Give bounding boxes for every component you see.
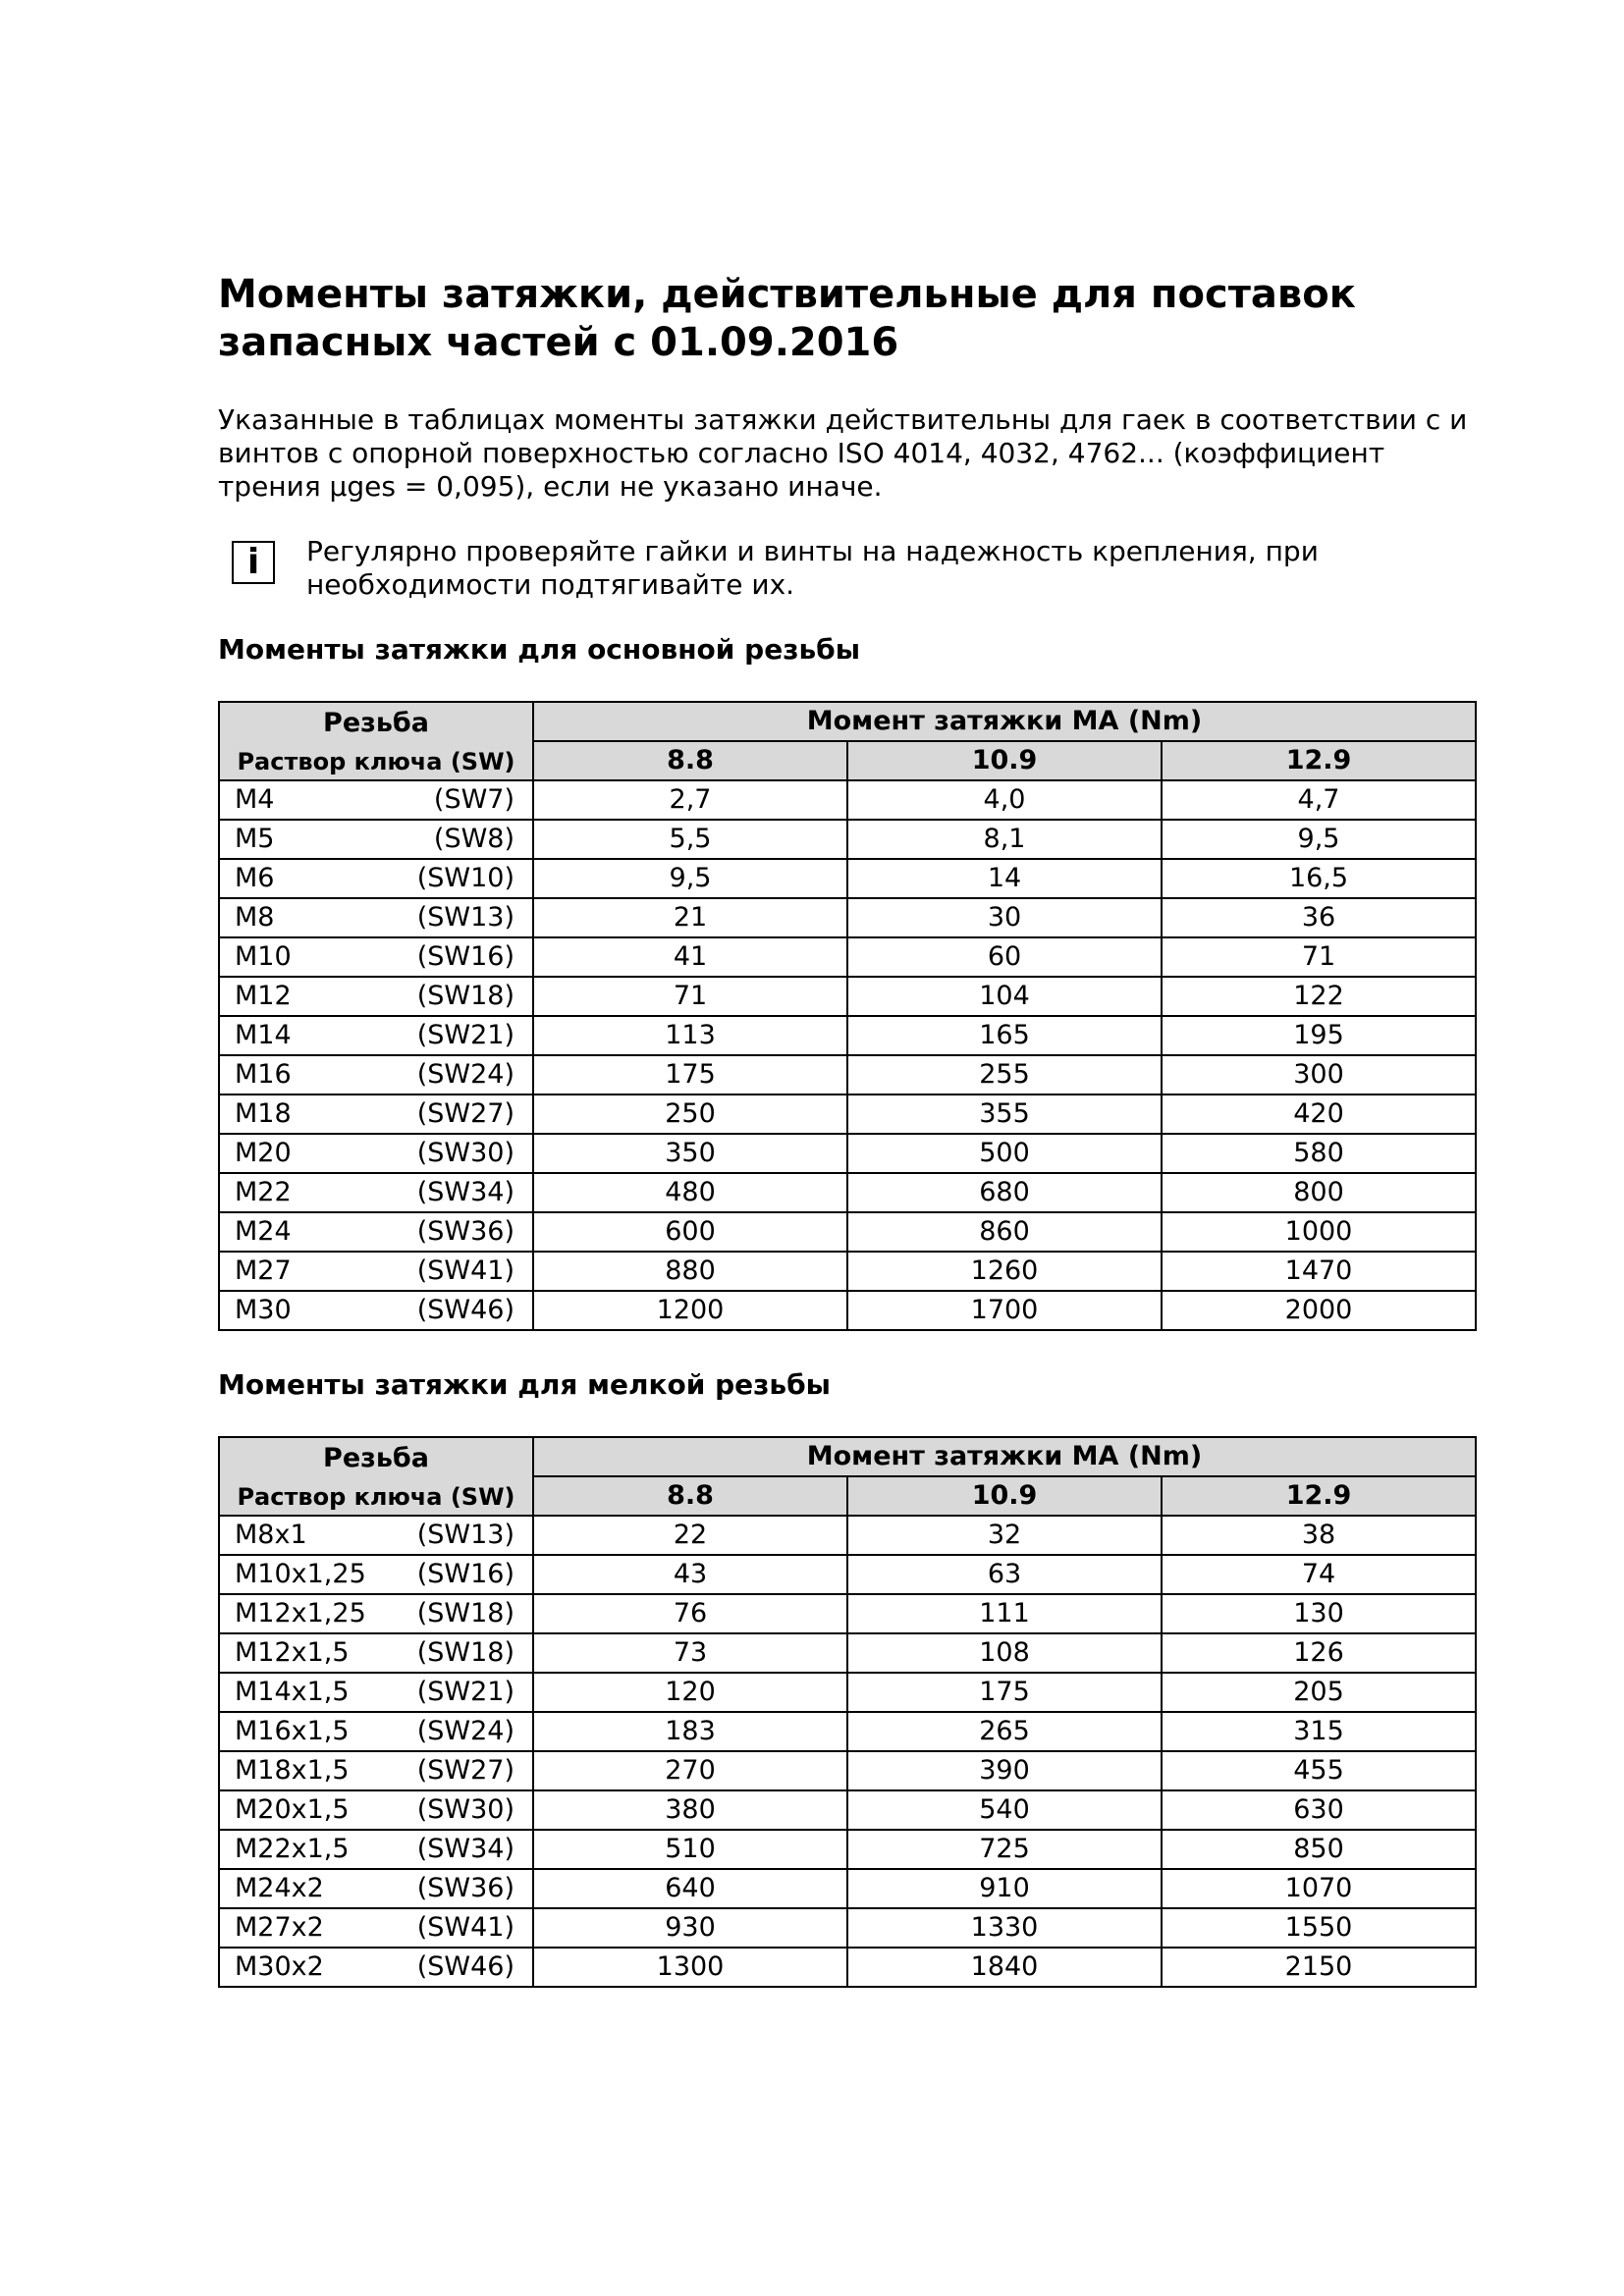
table-fine-thread — [218, 1436, 1477, 1988]
cell-torque-value: 30 — [847, 898, 1162, 937]
cell-torque-value: 73 — [533, 1633, 847, 1673]
cell-torque-value: 38 — [1162, 1516, 1476, 1555]
cell-torque-value: 1550 — [1162, 1908, 1476, 1948]
cell-torque-value: 1000 — [1162, 1212, 1476, 1252]
table-row — [219, 1173, 1476, 1212]
heading-main-thread: Моменты затяжки для основной резьбы — [218, 633, 861, 666]
cell-torque-value: 1330 — [847, 1908, 1162, 1948]
cell-torque-value: 126 — [1162, 1633, 1476, 1673]
thread-size: M24 — [235, 1216, 292, 1247]
table-row — [219, 1790, 1476, 1830]
wrench-size: (SW41) — [416, 1255, 514, 1286]
header-thread — [219, 1437, 533, 1516]
cell-torque-value: 74 — [1162, 1555, 1476, 1594]
table-row — [219, 1948, 1476, 1987]
intro-paragraph: Указанные в таблицах моменты затяжки действительны для гаек в соответствии с и винтов с опорной поверхностью согласно ISO 4014, 4032, 4762... (коэффициент трения µges = 0,095), если не указано иначе. — [218, 403, 1468, 503]
page-title: Моменты затяжки, действительные для поставок запасных частей с 01.09.2016 — [218, 272, 1356, 365]
table-row — [219, 898, 1476, 937]
cell-torque-value: 390 — [847, 1751, 1162, 1790]
cell-torque-value: 800 — [1162, 1173, 1476, 1212]
cell-thread — [219, 1016, 533, 1055]
cell-torque-value: 630 — [1162, 1790, 1476, 1830]
cell-torque-value: 640 — [533, 1869, 847, 1908]
table-row — [219, 859, 1476, 898]
thread-size: M27x2 — [235, 1912, 324, 1943]
wrench-size: (SW34) — [416, 1177, 514, 1207]
cell-torque-value: 1300 — [533, 1948, 847, 1987]
table-row — [219, 1869, 1476, 1908]
cell-torque-value: 355 — [847, 1095, 1162, 1134]
cell-torque-value: 1200 — [533, 1291, 847, 1330]
header-thread-label: Резьба — [323, 1443, 429, 1473]
thread-size: M18 — [235, 1098, 292, 1129]
cell-torque-value: 9,5 — [533, 859, 847, 898]
thread-size: M14 — [235, 1020, 292, 1050]
wrench-size: (SW18) — [416, 1598, 514, 1629]
header-grade-8-8: 8.8 — [533, 1476, 847, 1516]
cell-torque-value: 680 — [847, 1173, 1162, 1212]
heading-fine-thread: Моменты затяжки для мелкой резьбы — [218, 1368, 831, 1401]
cell-thread — [219, 1555, 533, 1594]
thread-size: M8x1 — [235, 1520, 307, 1550]
cell-thread — [219, 1790, 533, 1830]
cell-torque-value: 16,5 — [1162, 859, 1476, 898]
cell-torque-value: 195 — [1162, 1016, 1476, 1055]
thread-size: M18x1,5 — [235, 1755, 350, 1786]
thread-size: M14x1,5 — [235, 1677, 350, 1707]
cell-torque-value: 71 — [1162, 937, 1476, 977]
cell-torque-value: 540 — [847, 1790, 1162, 1830]
cell-torque-value: 480 — [533, 1173, 847, 1212]
header-wrench-label: Раствор ключа (SW) — [237, 748, 515, 775]
table-row — [219, 1594, 1476, 1633]
cell-torque-value: 455 — [1162, 1751, 1476, 1790]
thread-size: M10x1,25 — [235, 1559, 366, 1589]
cell-torque-value: 510 — [533, 1830, 847, 1869]
cell-torque-value: 113 — [533, 1016, 847, 1055]
cell-torque-value: 5,5 — [533, 820, 847, 859]
cell-thread — [219, 977, 533, 1016]
cell-thread — [219, 1673, 533, 1712]
thread-size: M12x1,5 — [235, 1637, 350, 1668]
info-note — [218, 535, 1475, 602]
table-row — [219, 1555, 1476, 1594]
table-body — [219, 1516, 1476, 1987]
cell-torque-value: 315 — [1162, 1712, 1476, 1751]
wrench-size: (SW21) — [416, 1677, 514, 1707]
wrench-size: (SW24) — [416, 1716, 514, 1746]
cell-torque-value: 71 — [533, 977, 847, 1016]
cell-torque-value: 265 — [847, 1712, 1162, 1751]
cell-thread — [219, 937, 533, 977]
cell-torque-value: 36 — [1162, 898, 1476, 937]
cell-torque-value: 850 — [1162, 1830, 1476, 1869]
table-body — [219, 780, 1476, 1330]
cell-torque-value: 32 — [847, 1516, 1162, 1555]
table-row — [219, 820, 1476, 859]
cell-torque-value: 930 — [533, 1908, 847, 1948]
wrench-size: (SW18) — [416, 981, 514, 1011]
table-row — [219, 1252, 1476, 1291]
cell-torque-value: 910 — [847, 1869, 1162, 1908]
thread-size: M20 — [235, 1138, 292, 1168]
cell-torque-value: 104 — [847, 977, 1162, 1016]
cell-thread — [219, 1712, 533, 1751]
cell-torque-value: 860 — [847, 1212, 1162, 1252]
wrench-size: (SW13) — [416, 902, 514, 933]
wrench-size: (SW21) — [416, 1020, 514, 1050]
header-grade-8-8: 8.8 — [533, 741, 847, 780]
wrench-size: (SW16) — [416, 941, 514, 972]
cell-torque-value: 205 — [1162, 1673, 1476, 1712]
cell-torque-value: 22 — [533, 1516, 847, 1555]
cell-thread — [219, 1751, 533, 1790]
wrench-size: (SW18) — [416, 1637, 514, 1668]
wrench-size: (SW34) — [416, 1834, 514, 1864]
cell-torque-value: 580 — [1162, 1134, 1476, 1173]
wrench-size: (SW16) — [416, 1559, 514, 1589]
cell-torque-value: 4,7 — [1162, 780, 1476, 820]
cell-torque-value: 270 — [533, 1751, 847, 1790]
cell-torque-value: 2150 — [1162, 1948, 1476, 1987]
cell-thread — [219, 1516, 533, 1555]
table-row — [219, 937, 1476, 977]
thread-size: M8 — [235, 902, 275, 933]
cell-thread — [219, 1212, 533, 1252]
cell-thread — [219, 780, 533, 820]
wrench-size: (SW46) — [416, 1951, 514, 1982]
wrench-size: (SW7) — [433, 784, 514, 815]
cell-thread — [219, 1134, 533, 1173]
cell-torque-value: 60 — [847, 937, 1162, 977]
thread-size: M10 — [235, 941, 292, 972]
cell-torque-value: 9,5 — [1162, 820, 1476, 859]
cell-torque-value: 725 — [847, 1830, 1162, 1869]
table-row — [219, 1095, 1476, 1134]
thread-size: M22x1,5 — [235, 1834, 350, 1864]
cell-torque-value: 2,7 — [533, 780, 847, 820]
cell-torque-value: 122 — [1162, 977, 1476, 1016]
cell-torque-value: 4,0 — [847, 780, 1162, 820]
cell-torque-value: 14 — [847, 859, 1162, 898]
cell-torque-value: 43 — [533, 1555, 847, 1594]
wrench-size: (SW24) — [416, 1059, 514, 1090]
cell-torque-value: 300 — [1162, 1055, 1476, 1095]
wrench-size: (SW36) — [416, 1873, 514, 1903]
cell-torque-value: 2000 — [1162, 1291, 1476, 1330]
cell-torque-value: 380 — [533, 1790, 847, 1830]
thread-size: M12 — [235, 981, 292, 1011]
cell-torque-value: 41 — [533, 937, 847, 977]
thread-size: M16x1,5 — [235, 1716, 350, 1746]
cell-torque-value: 420 — [1162, 1095, 1476, 1134]
header-moment: Момент затяжки MA (Nm) — [533, 702, 1476, 741]
table-row — [219, 780, 1476, 820]
table-row — [219, 1908, 1476, 1948]
thread-size: M24x2 — [235, 1873, 324, 1903]
cell-torque-value: 183 — [533, 1712, 847, 1751]
cell-torque-value: 1260 — [847, 1252, 1162, 1291]
thread-size: M20x1,5 — [235, 1794, 350, 1825]
thread-size: M22 — [235, 1177, 292, 1207]
cell-torque-value: 500 — [847, 1134, 1162, 1173]
table-row — [219, 1055, 1476, 1095]
cell-torque-value: 1840 — [847, 1948, 1162, 1987]
header-grade-12-9: 12.9 — [1162, 741, 1476, 780]
cell-thread — [219, 1095, 533, 1134]
cell-torque-value: 111 — [847, 1594, 1162, 1633]
cell-torque-value: 880 — [533, 1252, 847, 1291]
thread-size: M30x2 — [235, 1951, 324, 1982]
wrench-size: (SW10) — [416, 863, 514, 893]
header-moment: Момент затяжки MA (Nm) — [533, 1437, 1476, 1476]
header-wrench-label: Раствор ключа (SW) — [237, 1483, 515, 1511]
cell-torque-value: 175 — [533, 1055, 847, 1095]
cell-torque-value: 76 — [533, 1594, 847, 1633]
table-row — [219, 1673, 1476, 1712]
table-row — [219, 1291, 1476, 1330]
cell-torque-value: 21 — [533, 898, 847, 937]
cell-thread — [219, 1173, 533, 1212]
header-grade-10-9: 10.9 — [847, 741, 1162, 780]
table-row — [219, 1830, 1476, 1869]
table-row — [219, 1212, 1476, 1252]
thread-size: M27 — [235, 1255, 292, 1286]
cell-thread — [219, 859, 533, 898]
cell-torque-value: 130 — [1162, 1594, 1476, 1633]
cell-torque-value: 63 — [847, 1555, 1162, 1594]
cell-thread — [219, 1908, 533, 1948]
cell-torque-value: 8,1 — [847, 820, 1162, 859]
cell-thread — [219, 1055, 533, 1095]
header-grade-10-9: 10.9 — [847, 1476, 1162, 1516]
thread-size: M6 — [235, 863, 275, 893]
cell-torque-value: 350 — [533, 1134, 847, 1173]
header-thread-label: Резьба — [323, 708, 429, 738]
wrench-size: (SW8) — [433, 824, 514, 854]
table-row — [219, 1134, 1476, 1173]
cell-torque-value: 1070 — [1162, 1869, 1476, 1908]
cell-torque-value: 175 — [847, 1673, 1162, 1712]
cell-torque-value: 600 — [533, 1212, 847, 1252]
table-row — [219, 1016, 1476, 1055]
thread-size: M5 — [235, 824, 275, 854]
thread-size: M16 — [235, 1059, 292, 1090]
cell-thread — [219, 1594, 533, 1633]
cell-thread — [219, 820, 533, 859]
cell-torque-value: 108 — [847, 1633, 1162, 1673]
cell-torque-value: 120 — [533, 1673, 847, 1712]
table-row — [219, 1712, 1476, 1751]
cell-thread — [219, 1291, 533, 1330]
info-text: Регулярно проверяйте гайки и винты на надежность крепления, при необходимости подтягивайте их. — [306, 535, 1319, 601]
table-row — [219, 1516, 1476, 1555]
cell-thread — [219, 1948, 533, 1987]
wrench-size: (SW27) — [416, 1098, 514, 1129]
thread-size: M12x1,25 — [235, 1598, 366, 1629]
thread-size: M30 — [235, 1295, 292, 1325]
wrench-size: (SW13) — [416, 1520, 514, 1550]
table-row — [219, 977, 1476, 1016]
cell-torque-value: 1700 — [847, 1291, 1162, 1330]
table-main-thread — [218, 701, 1477, 1331]
cell-torque-value: 165 — [847, 1016, 1162, 1055]
cell-torque-value: 250 — [533, 1095, 847, 1134]
wrench-size: (SW30) — [416, 1138, 514, 1168]
header-thread — [219, 702, 533, 780]
document-page — [218, 271, 1475, 1988]
cell-thread — [219, 1869, 533, 1908]
cell-thread — [219, 898, 533, 937]
wrench-size: (SW36) — [416, 1216, 514, 1247]
thread-size: M4 — [235, 784, 275, 815]
wrench-size: (SW46) — [416, 1295, 514, 1325]
cell-torque-value: 255 — [847, 1055, 1162, 1095]
wrench-size: (SW30) — [416, 1794, 514, 1825]
cell-torque-value: 1470 — [1162, 1252, 1476, 1291]
table-row — [219, 1633, 1476, 1673]
wrench-size: (SW41) — [416, 1912, 514, 1943]
cell-thread — [219, 1830, 533, 1869]
header-grade-12-9: 12.9 — [1162, 1476, 1476, 1516]
cell-thread — [219, 1633, 533, 1673]
table-row — [219, 1751, 1476, 1790]
info-icon: i — [232, 541, 275, 584]
cell-thread — [219, 1252, 533, 1291]
wrench-size: (SW27) — [416, 1755, 514, 1786]
